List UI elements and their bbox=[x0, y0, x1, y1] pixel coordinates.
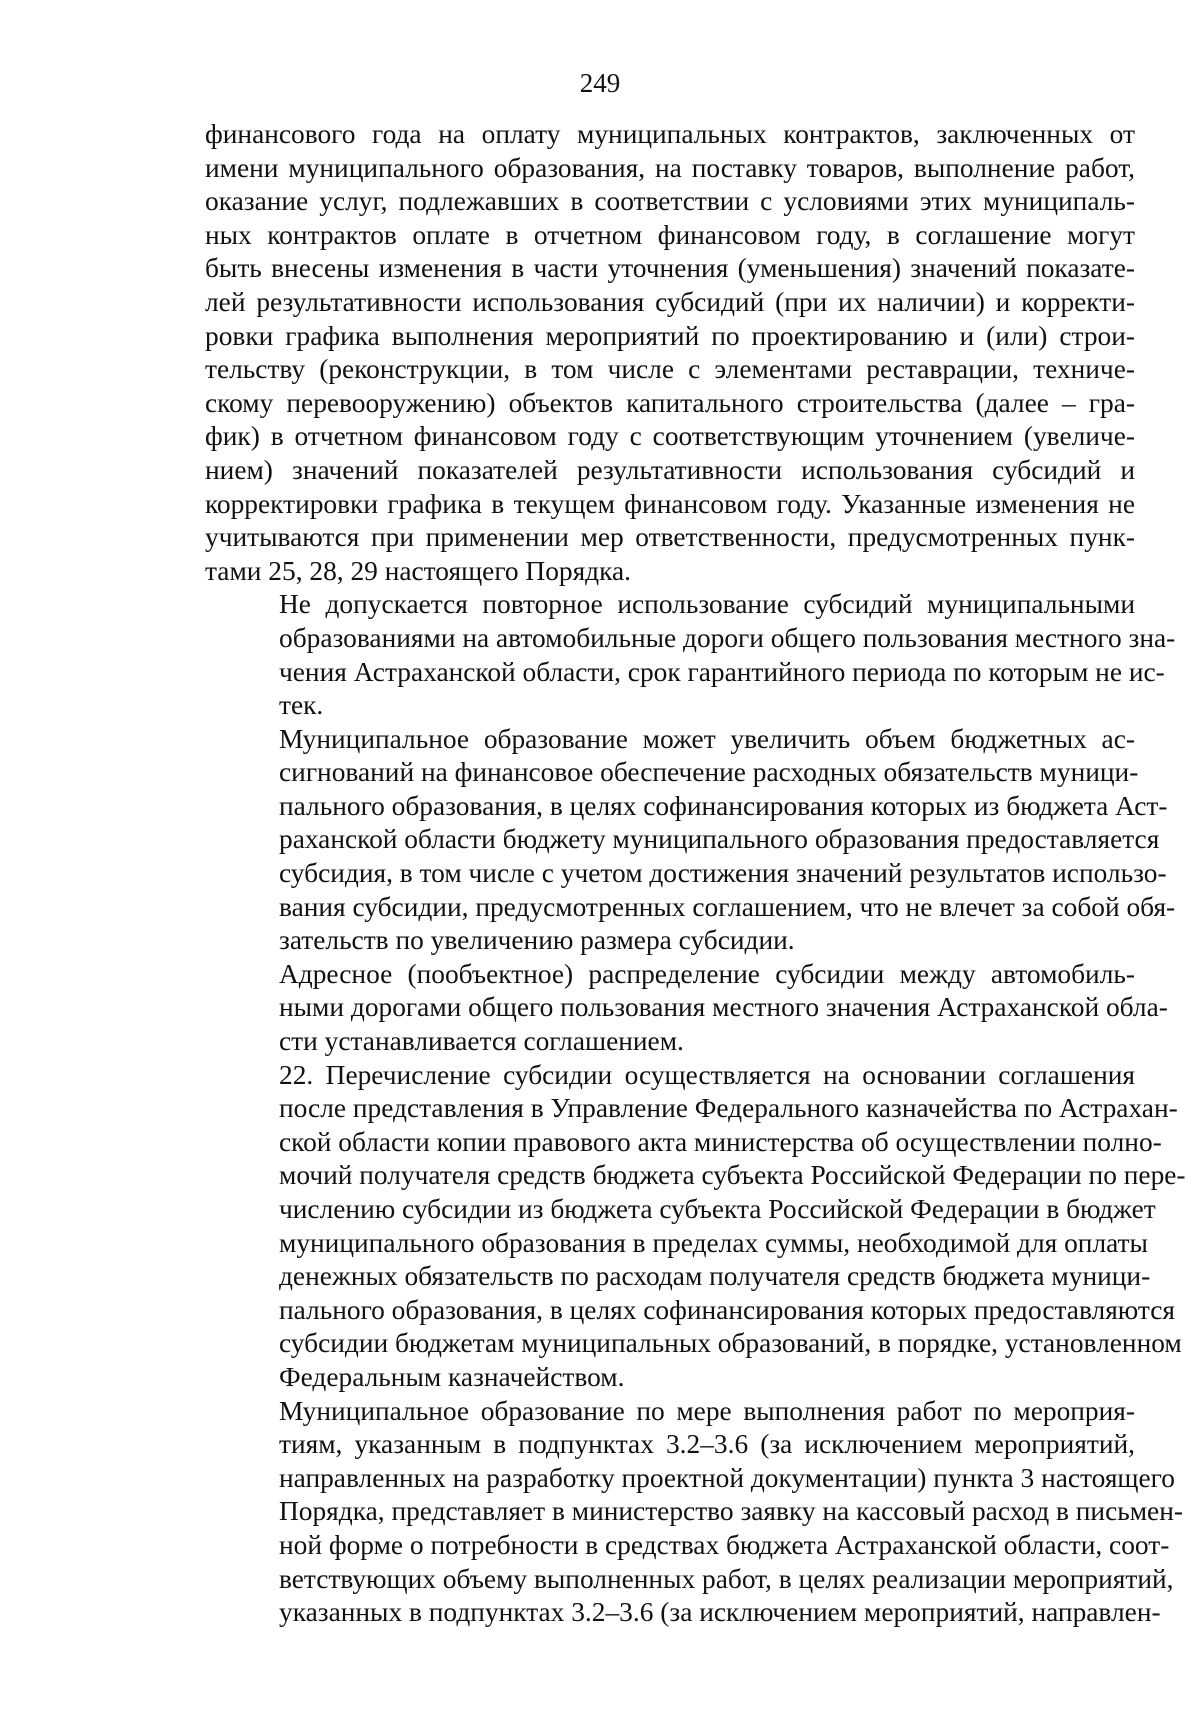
text-line: Муниципальное образование может увеличить объем бюджетных ас- bbox=[279, 723, 1135, 754]
text-line: пального образования, в целях софинансирования которых предоставляются bbox=[279, 1294, 1175, 1325]
paragraph bbox=[205, 958, 1168, 1059]
text-line: после представления в Управление Федерального казначейства по Астрахан- bbox=[279, 1093, 1178, 1124]
text-line: муниципального образования в пределах суммы, необходимой для оплаты bbox=[279, 1227, 1148, 1258]
text-line: образованиями на автомобильные дороги общего пользования местного зна- bbox=[279, 622, 1176, 653]
document-body bbox=[205, 118, 1186, 1630]
text-line: вания субсидии, предусмотренных соглашением, что не влечет за собой обя- bbox=[279, 891, 1176, 922]
text-line: денежных обязательств по расходам получателя средств бюджета муници- bbox=[279, 1261, 1151, 1292]
text-line: субсидии бюджетам муниципальных образований, в порядке, установленном bbox=[279, 1328, 1182, 1359]
text-line: корректировки графика в текущем финансовом году. Указанные изменения не bbox=[205, 488, 1135, 519]
text-line: финансового года на оплату муниципальных контрактов, заключенных от bbox=[205, 119, 1135, 149]
text-line: учитываются при применении мер ответственности, предусмотренных пунк- bbox=[205, 522, 1135, 553]
text-line: зательств по увеличению размера субсидии. bbox=[279, 925, 795, 956]
text-line: быть внесены изменения в части уточнения (уменьшения) значений показате- bbox=[205, 253, 1135, 284]
text-line: Адресное (пообъектное) распределение субсидии между автомобиль- bbox=[279, 958, 1135, 989]
text-line: ровки графика выполнения мероприятий по проектированию и (или) строи- bbox=[205, 320, 1135, 351]
text-line: Порядка, представляет в министерство заявку на кассовый расход в письмен- bbox=[279, 1496, 1183, 1527]
text-line: Федеральным казначейством. bbox=[279, 1361, 625, 1392]
paragraph bbox=[205, 118, 1135, 588]
text-line: тек. bbox=[279, 690, 324, 721]
text-line: оказание услуг, подлежавших в соответствии с условиями этих муниципаль- bbox=[205, 186, 1135, 217]
paragraph bbox=[205, 588, 1176, 722]
paragraph bbox=[205, 723, 1176, 958]
text-line: Не допускается повторное использование субсидий муниципальными bbox=[279, 589, 1135, 620]
text-line: тами 25, 28, 29 настоящего Порядка. bbox=[205, 555, 632, 586]
text-line: Муниципальное образование по мере выполнения работ по мероприя- bbox=[279, 1395, 1135, 1426]
text-line: 22. Перечисление субсидии осуществляется на основании соглашения bbox=[279, 1059, 1135, 1090]
text-line: ветствующих объему выполненных работ, в целях реализации мероприятий, bbox=[279, 1563, 1174, 1594]
text-line: направленных на разработку проектной документации) пункта 3 настоящего bbox=[279, 1462, 1175, 1493]
text-line: лей результативности использования субсидий (при их наличии) и корректи- bbox=[205, 286, 1135, 317]
text-line: нием) значений показателей результативности использования субсидий и bbox=[205, 454, 1135, 485]
page-number: 249 bbox=[579, 68, 621, 98]
text-line: ной форме о потребности в средствах бюджета Астраханской области, соот- bbox=[279, 1529, 1170, 1560]
text-line: указанных в подпунктах 3.2–3.6 (за исключением мероприятий, направлен- bbox=[279, 1597, 1161, 1628]
paragraph bbox=[205, 1059, 1186, 1395]
text-line: мочий получателя средств бюджета субъекта Российской Федерации по пере- bbox=[279, 1160, 1186, 1191]
text-line: тельству (реконструкции, в том числе с элементами реставрации, техниче- bbox=[205, 354, 1135, 385]
text-line: сти устанавливается соглашением. bbox=[279, 1026, 684, 1057]
text-line: ными дорогами общего пользования местного значения Астраханской обла- bbox=[279, 992, 1168, 1023]
text-line: имени муниципального образования, на поставку товаров, выполнение работ, bbox=[205, 152, 1135, 183]
text-line: раханской области бюджету муниципального образования предоставляется bbox=[279, 824, 1160, 855]
text-line: фик) в отчетном финансовом году с соответствующим уточнением (увеличе- bbox=[205, 421, 1135, 452]
text-line: ской области копии правового акта министерства об осуществлении полно- bbox=[279, 1126, 1162, 1157]
text-line: числению субсидии из бюджета субъекта Российской Федерации в бюджет bbox=[279, 1194, 1156, 1224]
text-line: чения Астраханской области, срок гарантийного периода по которым не ис- bbox=[279, 656, 1165, 687]
text-line: субсидия, в том числе с учетом достижения значений результатов использо- bbox=[279, 858, 1167, 889]
text-line: сигнований на финансовое обеспечение расходных обязательств муници- bbox=[279, 757, 1139, 788]
text-line: ных контрактов оплате в отчетном финансовом году, в соглашение могут bbox=[205, 219, 1135, 250]
text-line: тиям, указанным в подпунктах 3.2–3.6 (за исключением мероприятий, bbox=[279, 1429, 1135, 1460]
text-line: скому перевооружению) объектов капитального строительства (далее – гра- bbox=[205, 387, 1135, 418]
text-line: пального образования, в целях софинансирования которых из бюджета Аст- bbox=[279, 790, 1168, 821]
paragraph bbox=[205, 1395, 1183, 1630]
